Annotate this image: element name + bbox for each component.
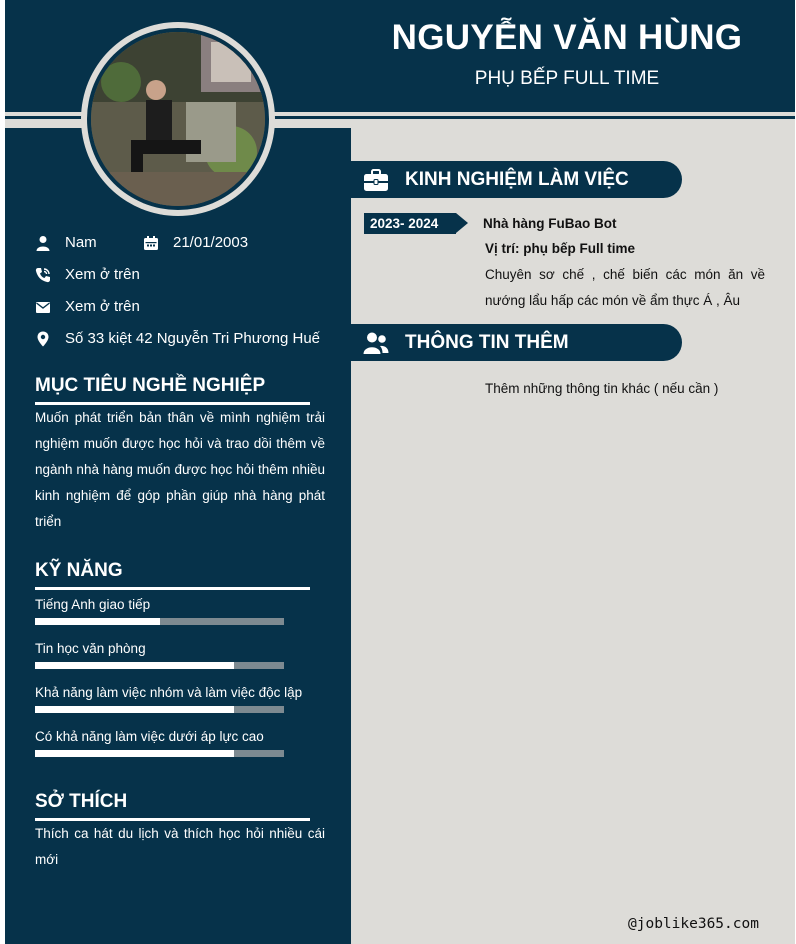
address-value: Số 33 kiệt 42 Nguyễn Tri Phương Huế [65,330,321,347]
hobbies-title: SỞ THÍCH [35,791,128,812]
company-name: Nhà hàng FuBao Bot [483,216,617,231]
phone-row [35,266,140,283]
job-title: PHỤ BẾP FULL TIME [474,68,660,89]
skill-label: Có khả năng làm việc dưới áp lực cao [35,729,264,744]
skills-title: KỸ NĂNG [35,560,123,581]
experience-title: KINH NGHIỆM LÀM VIỆC [405,168,629,190]
user-icon [35,235,51,251]
additional-title: THÔNG TIN THÊM [405,331,569,353]
email-value: Xem ở trên [65,298,140,315]
objective-title: MỤC TIÊU NGHỀ NGHIỆP [35,375,266,396]
map-pin-icon [35,331,51,347]
skill-bar [35,706,284,713]
objective-text: Muốn phát triển bản thân về mình nghiệm trải nghiệm muốn được học hỏi và trao dồi thêm về ngành nhà hàng muốn được học hỏi thêm nhiều kinh nghiệm để góp phần giúp nhà hàng phát triển [35,410,325,529]
section-underline [35,587,310,590]
skill-bar-fill [35,706,234,713]
avatar [91,32,265,206]
gender-value: Nam [65,234,97,251]
skill-label: Khả năng làm việc nhóm và làm việc độc lập [35,685,303,700]
skill-bar [35,750,284,757]
hobbies-text: Thích ca hát du lịch và thích học hỏi nhiều cái mới [35,826,325,867]
briefcase-icon [363,167,389,193]
cv-page [5,0,795,944]
address-row [35,330,320,347]
watermark: @joblike365.com [628,916,759,932]
email-row [35,298,140,315]
experience-header [351,161,682,198]
skill-label: Tiếng Anh giao tiếp [35,597,151,612]
position: Vị trí: phụ bếp Full time [485,241,635,256]
skill-bar-fill [35,750,234,757]
calendar-icon [143,235,159,251]
birthday-row [143,234,248,251]
gender-row [35,234,97,251]
skill-bar [35,618,284,625]
phone-icon [35,267,51,283]
envelope-icon [35,299,51,315]
candidate-name: NGUYỄN VĂN HÙNG [391,18,743,57]
skill-bar-fill [35,618,160,625]
additional-header [351,324,682,361]
skill-bar-fill [35,662,234,669]
skill-bar [35,662,284,669]
skill-label: Tin học văn phòng [35,641,146,656]
experience-period: 2023- 2024 [364,213,456,234]
period-arrow [456,213,468,233]
additional-text: Thêm những thông tin khác ( nếu cần ) [485,381,719,396]
users-icon [363,330,389,356]
experience-description: Chuyên sơ chế , chế biến các món ăn về nướng lẩu hấp các món về ẩm thực Á , Âu [485,267,765,308]
phone-value: Xem ở trên [65,266,140,283]
birthday-value: 21/01/2003 [173,234,249,251]
